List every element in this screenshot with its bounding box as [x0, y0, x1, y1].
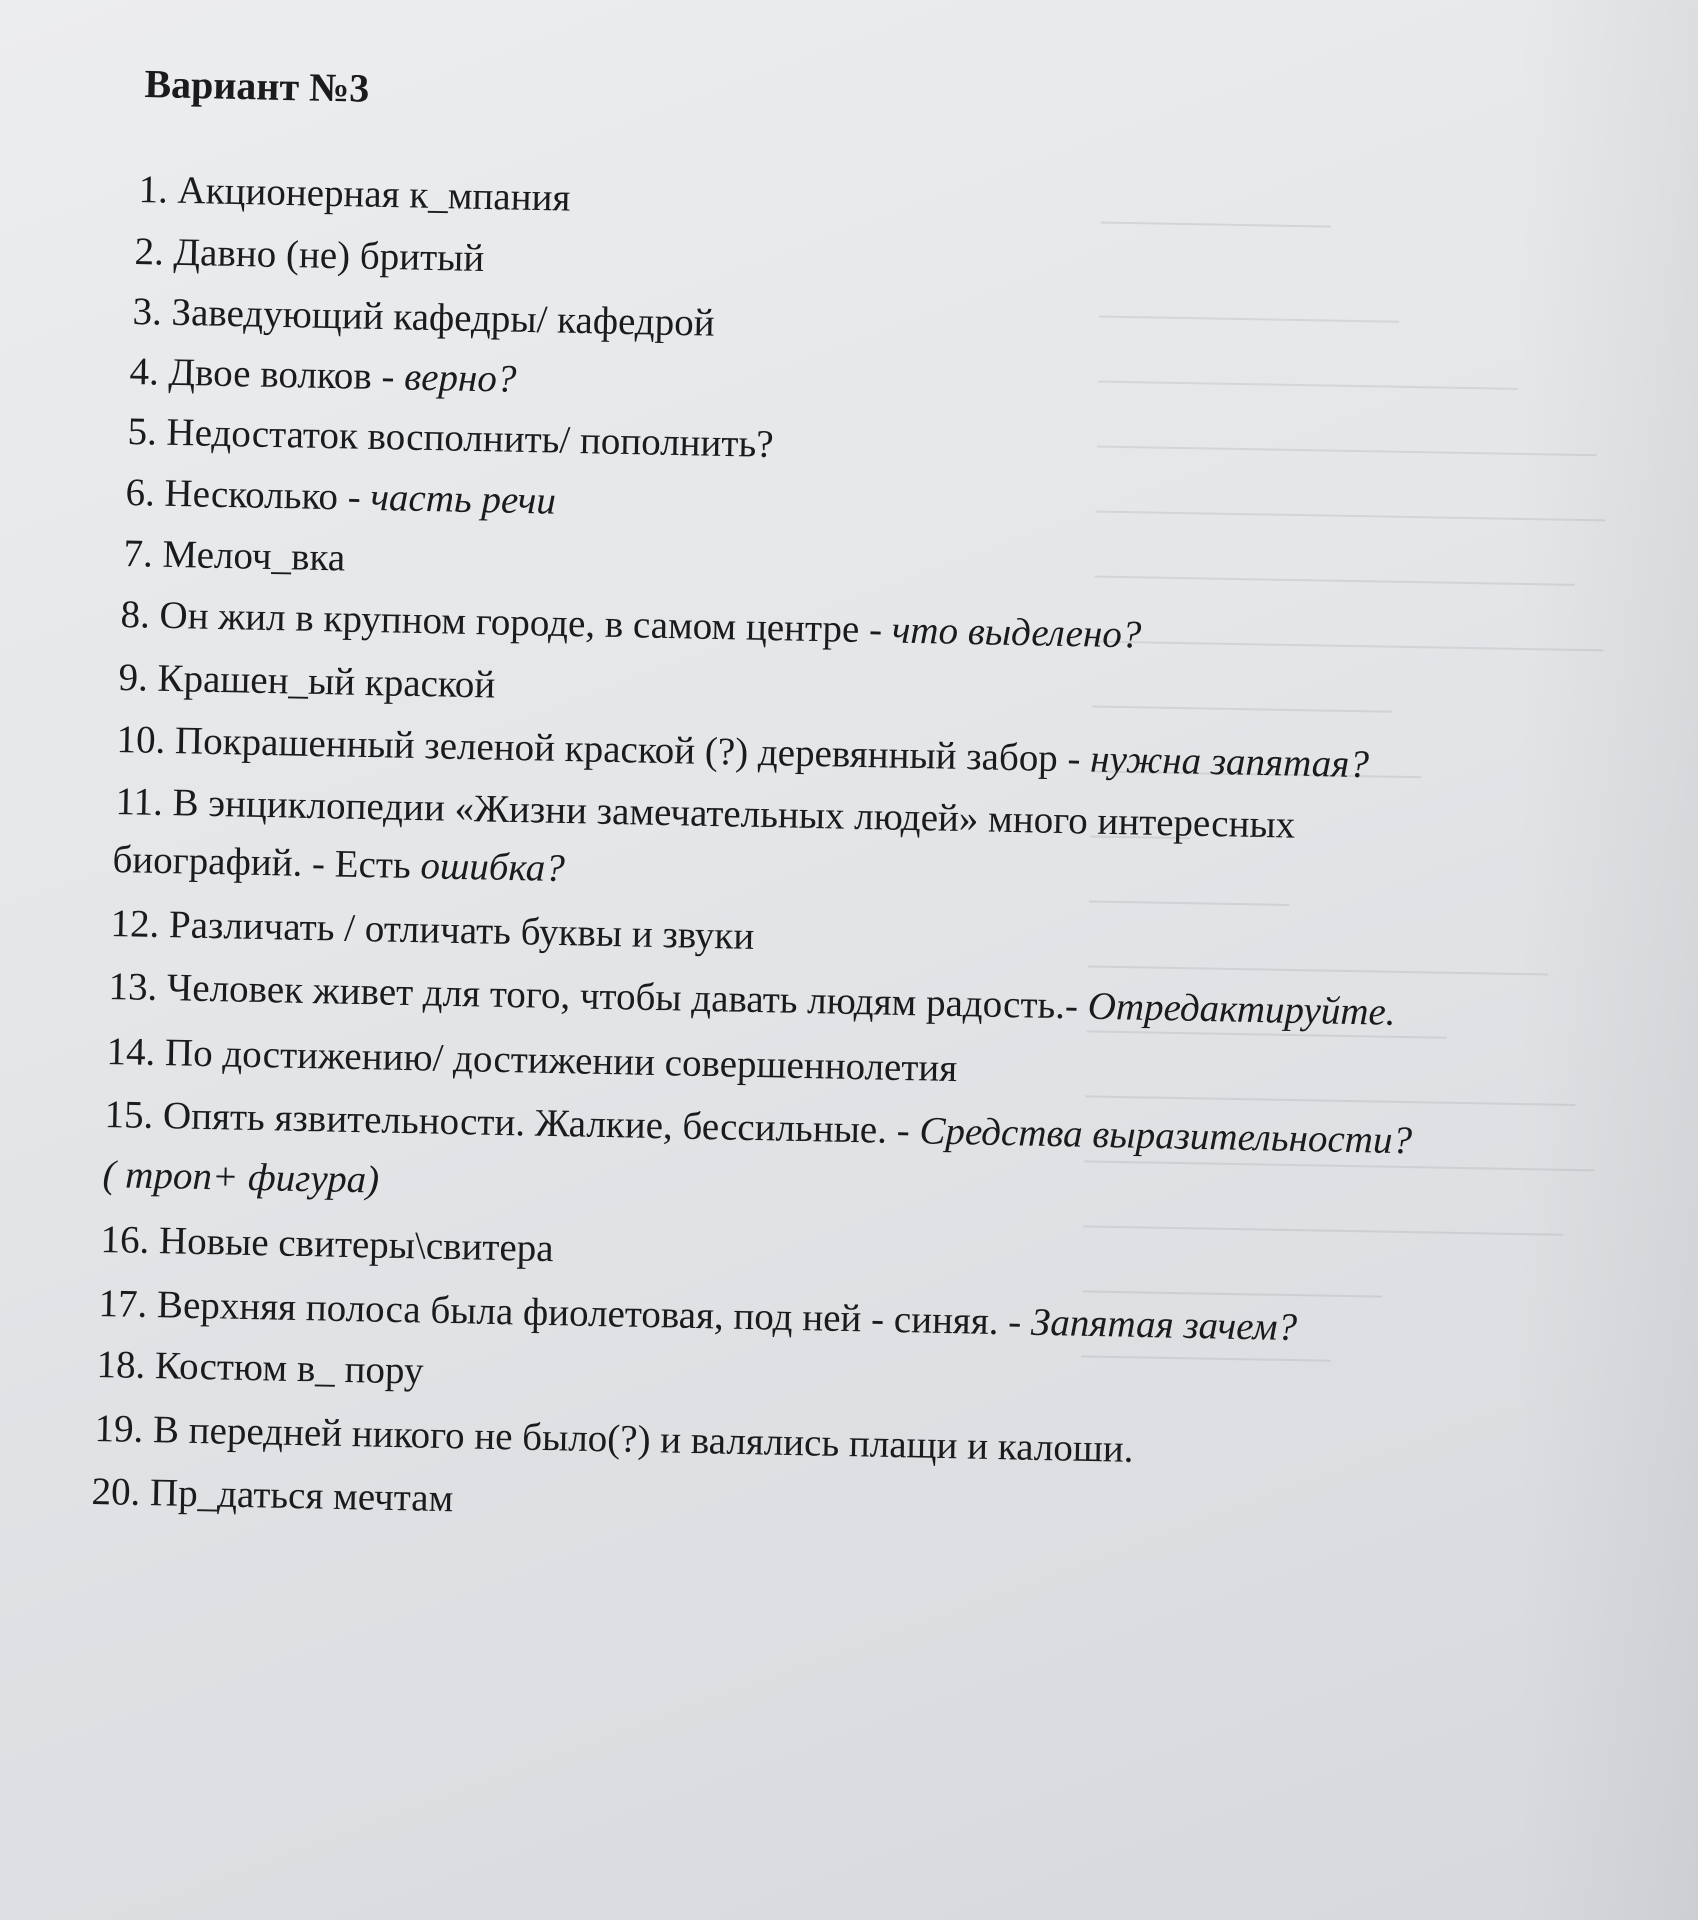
item-text: 10. Покрашенный зеленой краской (?) деревянный забор -: [116, 718, 1091, 781]
list-item: [94, 1407, 1134, 1472]
list-item: [123, 532, 345, 580]
list-item: [120, 593, 1142, 657]
list-item: [138, 168, 571, 221]
item-text: 5. Недостаток восполнить/ пополнить?: [127, 410, 774, 466]
item-text: 18. Костюм в_ пору: [96, 1343, 424, 1393]
list-item: [112, 838, 565, 891]
item-text: 13. Человек живет для того, чтобы давать людям радость.-: [108, 965, 1089, 1028]
item-text: 16. Новые свитеры\свитера: [100, 1218, 555, 1271]
list-item: [127, 410, 774, 467]
list-item: [134, 230, 485, 281]
item-text: 2. Давно (не) бритый: [134, 230, 485, 281]
item-note: Запятая зачем?: [1030, 1300, 1298, 1350]
list-item: [98, 1282, 1297, 1350]
item-text: 12. Различать / отличать буквы и звуки: [110, 902, 755, 958]
list-item: [115, 780, 1296, 848]
list-item: [96, 1343, 424, 1394]
list-item: [118, 656, 496, 708]
item-text: 6. Несколько -: [125, 471, 371, 519]
item-note: нужна запятая?: [1089, 737, 1370, 787]
item-text: 20. Пр_даться мечтам: [91, 1470, 454, 1521]
item-text: 9. Крашен_ый краской: [118, 656, 496, 707]
item-text: 14. По достижению/ достижении совершеннолетия: [106, 1030, 958, 1091]
item-note: верно?: [403, 355, 517, 401]
item-text: 11. В энциклопедии «Жизни замечательных людей» много интересных: [115, 780, 1296, 847]
item-note: ошибка?: [420, 844, 566, 891]
list-item: [102, 1153, 379, 1203]
list-item: [91, 1470, 454, 1521]
item-note: Отредактируйте.: [1087, 984, 1396, 1034]
item-note: часть речи: [370, 475, 557, 523]
list-item: [129, 350, 517, 402]
list-item: [132, 290, 715, 346]
item-text: 19. В передней никого не было(?) и валялись плащи и калоши.: [94, 1407, 1134, 1471]
item-note: Средства выразительности?: [919, 1109, 1413, 1163]
item-text: биографий. - Есть: [112, 838, 421, 888]
item-text: 17. Верхняя полоса была фиолетовая, под ней - синяя. -: [98, 1282, 1032, 1344]
item-text: 15. Опять язвительности. Жалкие, бессильные. -: [104, 1093, 920, 1153]
item-note: что выделено?: [891, 608, 1142, 657]
list-item: [110, 902, 755, 959]
item-note: ( троп+ фигура): [102, 1153, 380, 1202]
item-text: 1. Акционерная к_мпания: [138, 168, 571, 220]
page-title: Вариант №3: [144, 60, 370, 111]
list-item: [116, 718, 1369, 787]
list-item: [104, 1093, 1412, 1163]
item-text: 3. Заведующий кафедры/ кафедрой: [132, 290, 716, 345]
list-item: [108, 965, 1396, 1035]
item-text: 8. Он жил в крупном городе, в самом центре -: [120, 593, 893, 652]
list-item: [106, 1030, 958, 1091]
list-item: [100, 1218, 554, 1271]
item-text: 4. Двое волков -: [129, 350, 405, 399]
item-text: 7. Мелоч_вка: [123, 532, 346, 580]
list-item: [125, 471, 556, 524]
